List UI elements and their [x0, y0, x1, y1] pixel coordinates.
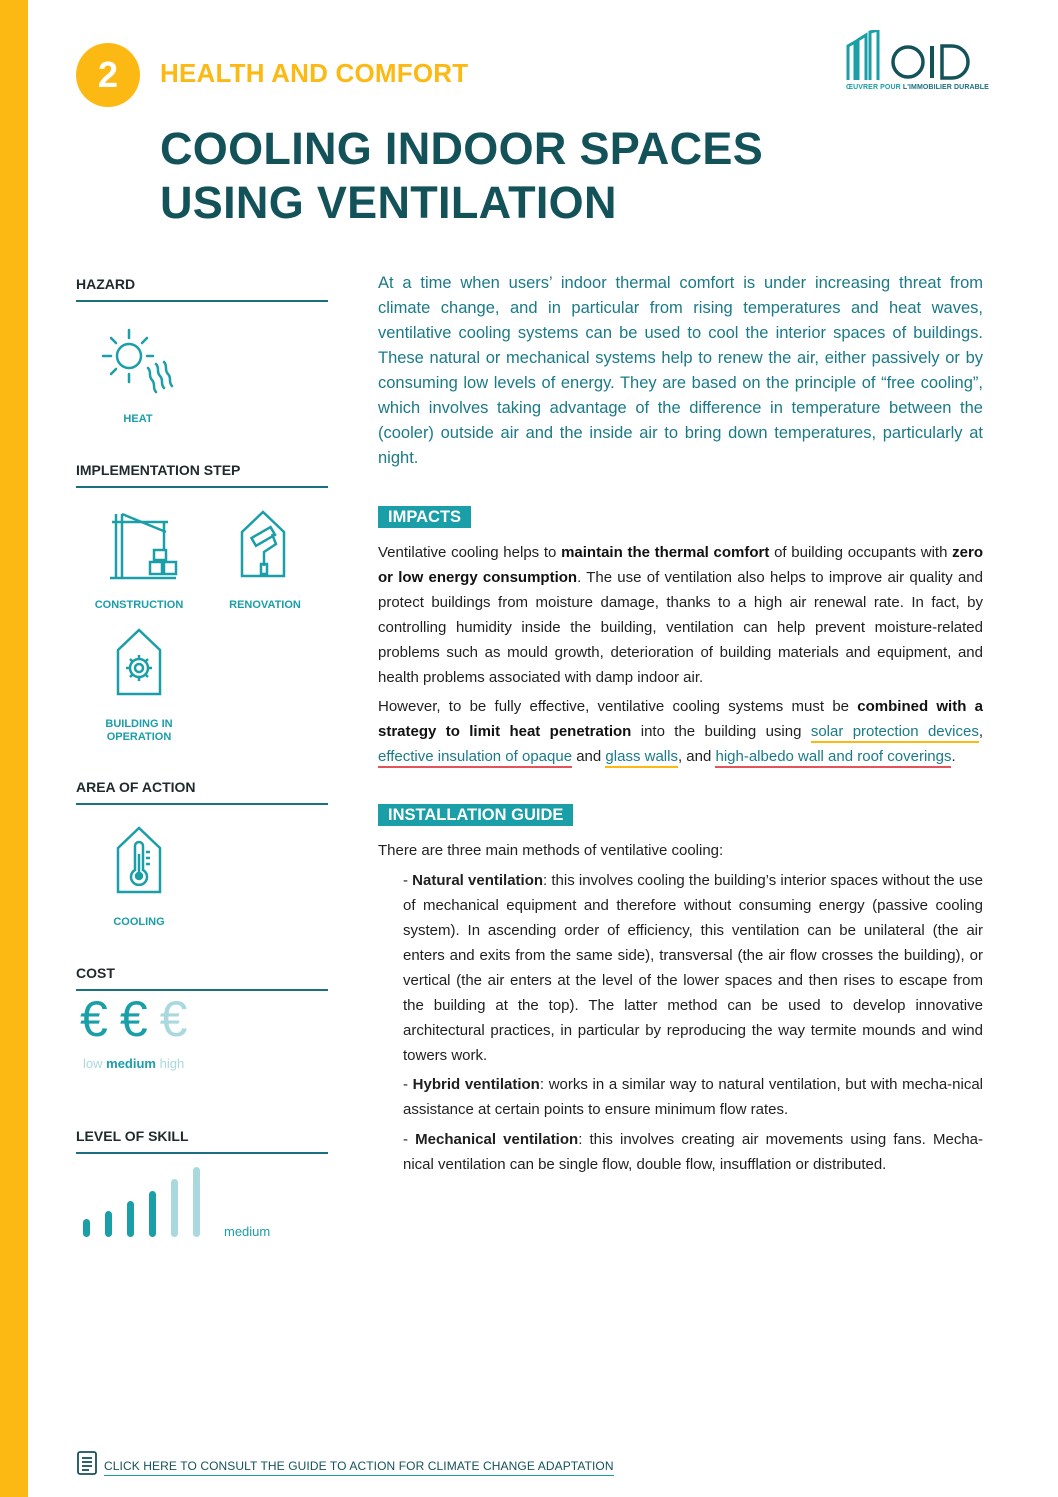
- installation-guide-heading: INSTALLATION GUIDE: [378, 804, 573, 826]
- side-accent-bar: [0, 0, 28, 1497]
- skill-bar: [171, 1179, 178, 1237]
- cost-rating: [80, 990, 199, 1048]
- paint-roller-house-icon: [238, 508, 288, 580]
- hazard-heading: HAZARD: [76, 276, 328, 302]
- impl-label-construction: CONSTRUCTION: [94, 599, 184, 611]
- impacts-paragraph-2: However, to be fully effective, ventilative cooling systems must be combined with a strategy to limit heat penetration into the building using solar protection devices, effective insulation of opaque and glass walls, and high-albedo wall and roof coverings.: [378, 694, 983, 769]
- link-high-albedo[interactable]: high-albedo wall and roof coverings: [715, 748, 951, 768]
- link-solar-protection[interactable]: solar protection devices: [811, 723, 979, 743]
- skill-heading: LEVEL OF SKILL: [76, 1128, 328, 1154]
- method-hybrid: - Hybrid ventilation: works in a similar way to natural ventilation, but with mecha-nical assistance at certain points to ensure minimum flow rates.: [403, 1076, 984, 1118]
- crane-icon: [108, 510, 178, 580]
- page-title: [160, 122, 763, 230]
- intro-paragraph: At a time when users’ indoor thermal comfort is under increasing threat from climate change, and in particular from rising temperatures and heat waves, ventilative cooling systems can be used to cool the interior spaces of buildings. These natural or mechanical systems help to renew the air, either passively or by consuming low levels of energy. They are based on the principle of “free cooling”, which involves taking advantage of the difference in temperature between the (cooler) outside air and the inside air to bring down temperatures, particularly at night.: [378, 274, 983, 467]
- method-mechanical: - Mechanical ventilation: this involves creating air movements using fans. Mecha-nical ventilation can be single flow, double flow, insufflation or distributed.: [403, 1131, 984, 1173]
- impl-label-operation: BUILDING IN OPERATION: [105, 718, 173, 743]
- link-glass-walls[interactable]: glass walls: [605, 748, 678, 768]
- implementation-heading: IMPLEMENTATION STEP: [76, 462, 328, 488]
- document-icon: [76, 1450, 98, 1476]
- method-natural: - Natural ventilation: this involves cooling the building’s interior spaces without the use of mechanical equipment and therefore without consuming energy (passive cooling system). In ascending order of efficiency, this ventilation can be unilateral (the air enters and exits from the same side), transversal (the air flow crosses the building), or vertical (the air enters at the level of the lower spaces and then rises to escape from the building at the top). The latter method can be used to develop innovative architectural practices, in particular by reproducing the way termite mounds and wind towers work.: [403, 872, 984, 1064]
- cost-euro-icon-2: €: [119, 991, 150, 1047]
- guide-link-text[interactable]: CLICK HERE TO CONSULT THE GUIDE TO ACTION FOR CLIMATE CHANGE ADAPTATION: [104, 1459, 614, 1476]
- skill-bar: [127, 1201, 134, 1237]
- heat-sun-icon: [96, 322, 176, 396]
- skill-bar: [193, 1167, 200, 1237]
- title-line-1: COOLING INDOOR SPACES: [160, 123, 764, 174]
- link-opaque-insulation[interactable]: effective insulation of opaque: [378, 748, 572, 768]
- area-label-cooling: COOLING: [113, 916, 165, 928]
- gear-house-icon: [114, 626, 164, 698]
- cost-labels: low medium high: [83, 1056, 185, 1071]
- guide-intro: There are three main methods of ventilative cooling:: [378, 842, 724, 859]
- skill-bar: [149, 1191, 156, 1237]
- skill-bar: [83, 1219, 90, 1237]
- cost-euro-icon-1: €: [80, 991, 110, 1047]
- thermometer-house-icon: [114, 824, 164, 896]
- cost-euro-icon-3: €: [159, 991, 190, 1047]
- impl-label-renovation: RENOVATION: [229, 599, 301, 611]
- logo-tagline: ŒUVRER POUR L'IMMOBILIER DURABLE: [846, 84, 989, 91]
- area-of-action-heading: AREA OF ACTION: [76, 779, 328, 805]
- impacts-paragraph-1: Ventilative cooling helps to maintain the thermal comfort of building occupants with zero or low energy consumption. The use of ventilation also helps to improve air quality and protect buildings from moisture damage, thanks to a high air renewal rate. In fact, by controlling humidity inside the building, ventilation can help prevent moisture-related problems such as mould growth, deterioration of building materials and equipment, and health problems associated with damp indoor air.: [378, 544, 983, 686]
- section-number-badge: 2: [76, 43, 140, 107]
- impacts-heading: IMPACTS: [378, 506, 471, 528]
- hazard-label-heat: HEAT: [123, 413, 153, 425]
- section-title: HEALTH AND COMFORT: [160, 58, 469, 88]
- title-line-2: USING VENTILATION: [160, 177, 617, 228]
- cost-heading: COST: [76, 965, 328, 991]
- skill-bar: [105, 1211, 112, 1237]
- skill-level-label: medium: [224, 1224, 271, 1239]
- guide-link[interactable]: [76, 1450, 614, 1476]
